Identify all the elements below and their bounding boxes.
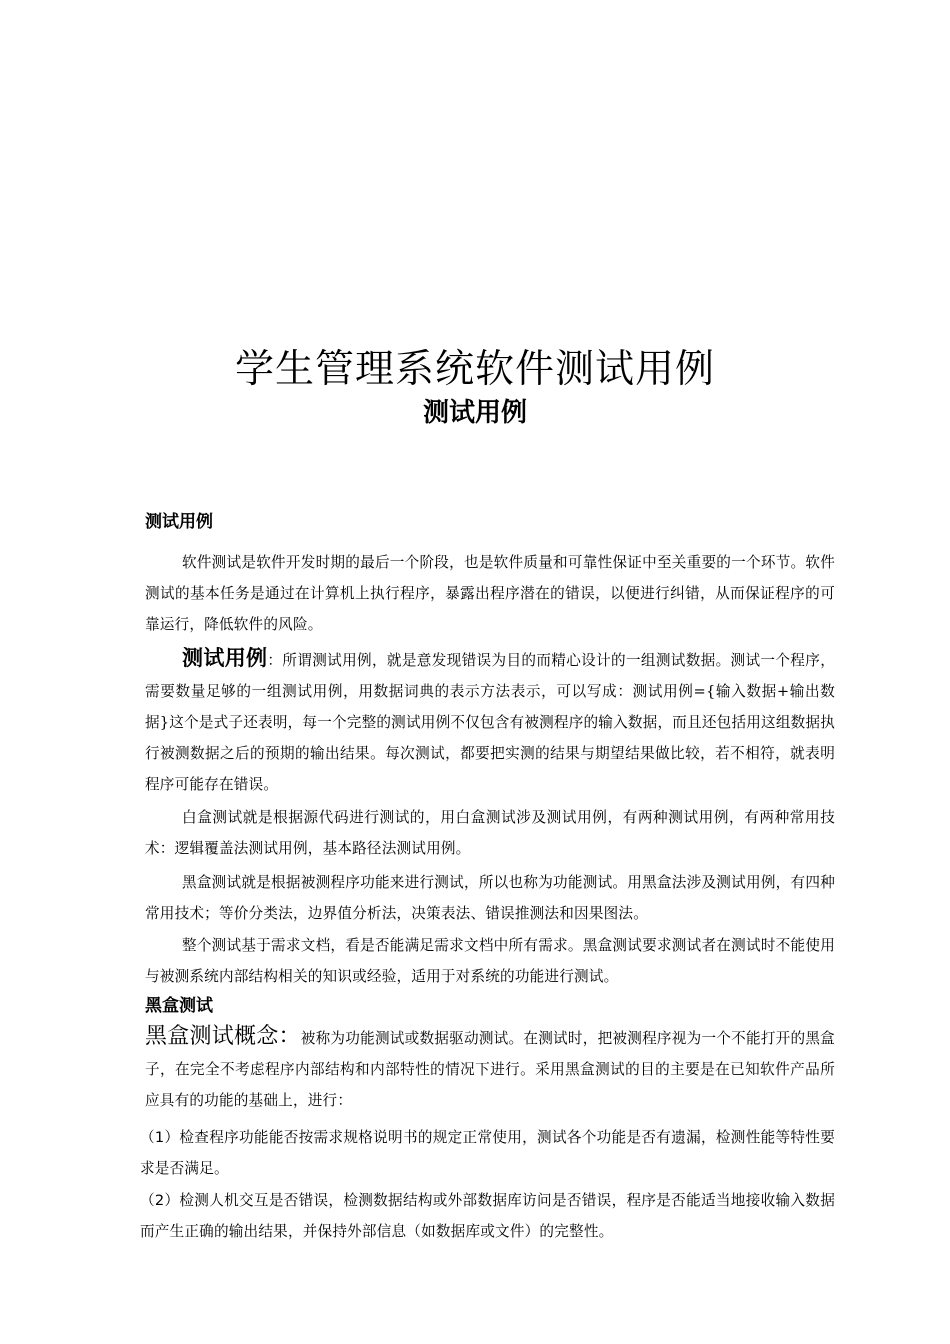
paragraph-requirements: 整个测试基于需求文档，看是否能满足需求文档中所有需求。黑盒测试要求测试者在测试时不能使用与被测系统内部结构相关的知识或经验，适用于对系统的功能进行测试。 [145,937,835,985]
test-case-definition-text: ：所谓测试用例，就是意发现错误为目的而精心设计的一组测试数据。测试一个程序，需要数量足够的一组测试用例，用数据词典的表示方法表示，可以写成：测试用例={输入数据+输出数据}这个是式子还表明，每一个完整的测试用例不仅包含有被测程序的输入数据，而且还包括用这组数据执行被测数据之后的预期的输出结果。每次测试，都要把实测的结果与期望结果做比较，若不相符，就表明程序可能存在错误。 [145,652,836,793]
paragraph-software-testing: 软件测试是软件开发时期的最后一个阶段，也是软件质量和可靠性保证中至关重要的一个环节。软件测试的基本任务是通过在计算机上执行程序，暴露出程序潜在的错误，以便进行纠错，从而保证程序的可靠运行，降低软件的风险。 [145,554,835,633]
paragraph-black-box: 黑盒测试就是根据被测程序功能来进行测试，所以也称为功能测试。用黑盒法涉及测试用例，有四种常用技术；等价分类法，边界值分析法，决策表法、错误推测法和因果图法。 [145,874,835,922]
list-item-2 [140,1185,835,1247]
document-title: 学生管理系统软件测试用例 [234,347,715,392]
section-heading-test-cases: 测试用例 [145,512,213,532]
list-item-1-text: 检查程序功能能否按需求规格说明书的规定正常使用，测试各个功能是否有遗漏，检测性能等特性要求是否满足。 [140,1129,835,1177]
term-black-box-concept: 黑盒测试概念： [145,1024,301,1049]
term-test-case: 测试用例 [182,646,268,670]
list-item-2-text: 检测人机交互是否错误，检测数据结构或外部数据库访问是否错误，程序是否能适当地接收输入数据而产生正确的输出结果，并保持外部信息（如数据库或文件）的完整性。 [140,1192,835,1240]
black-box-concept-text: 被称为功能测试或数据驱动测试。在测试时，把被测程序视为一个不能打开的黑盒子，在完全不考虑程序内部结构和内部特性的情况下进行。采用黑盒测试的目的主要是在已知软件产品所应具有的功能的基础上，进行： [145,1030,835,1109]
list-number-1: （1） [140,1129,180,1146]
paragraph-black-box-concept [145,1021,835,1116]
paragraph-white-box: 白盒测试就是根据源代码进行测试的，用白盒测试涉及测试用例，有两种测试用例，有两种常用技术：逻辑覆盖法测试用例，基本路径法测试用例。 [145,809,835,857]
list-item-1 [140,1122,835,1184]
paragraph-test-case-definition [145,643,835,800]
document-subtitle: 测试用例 [422,398,527,428]
section-heading-black-box: 黑盒测试 [145,996,213,1016]
list-number-2: （2） [140,1192,180,1209]
